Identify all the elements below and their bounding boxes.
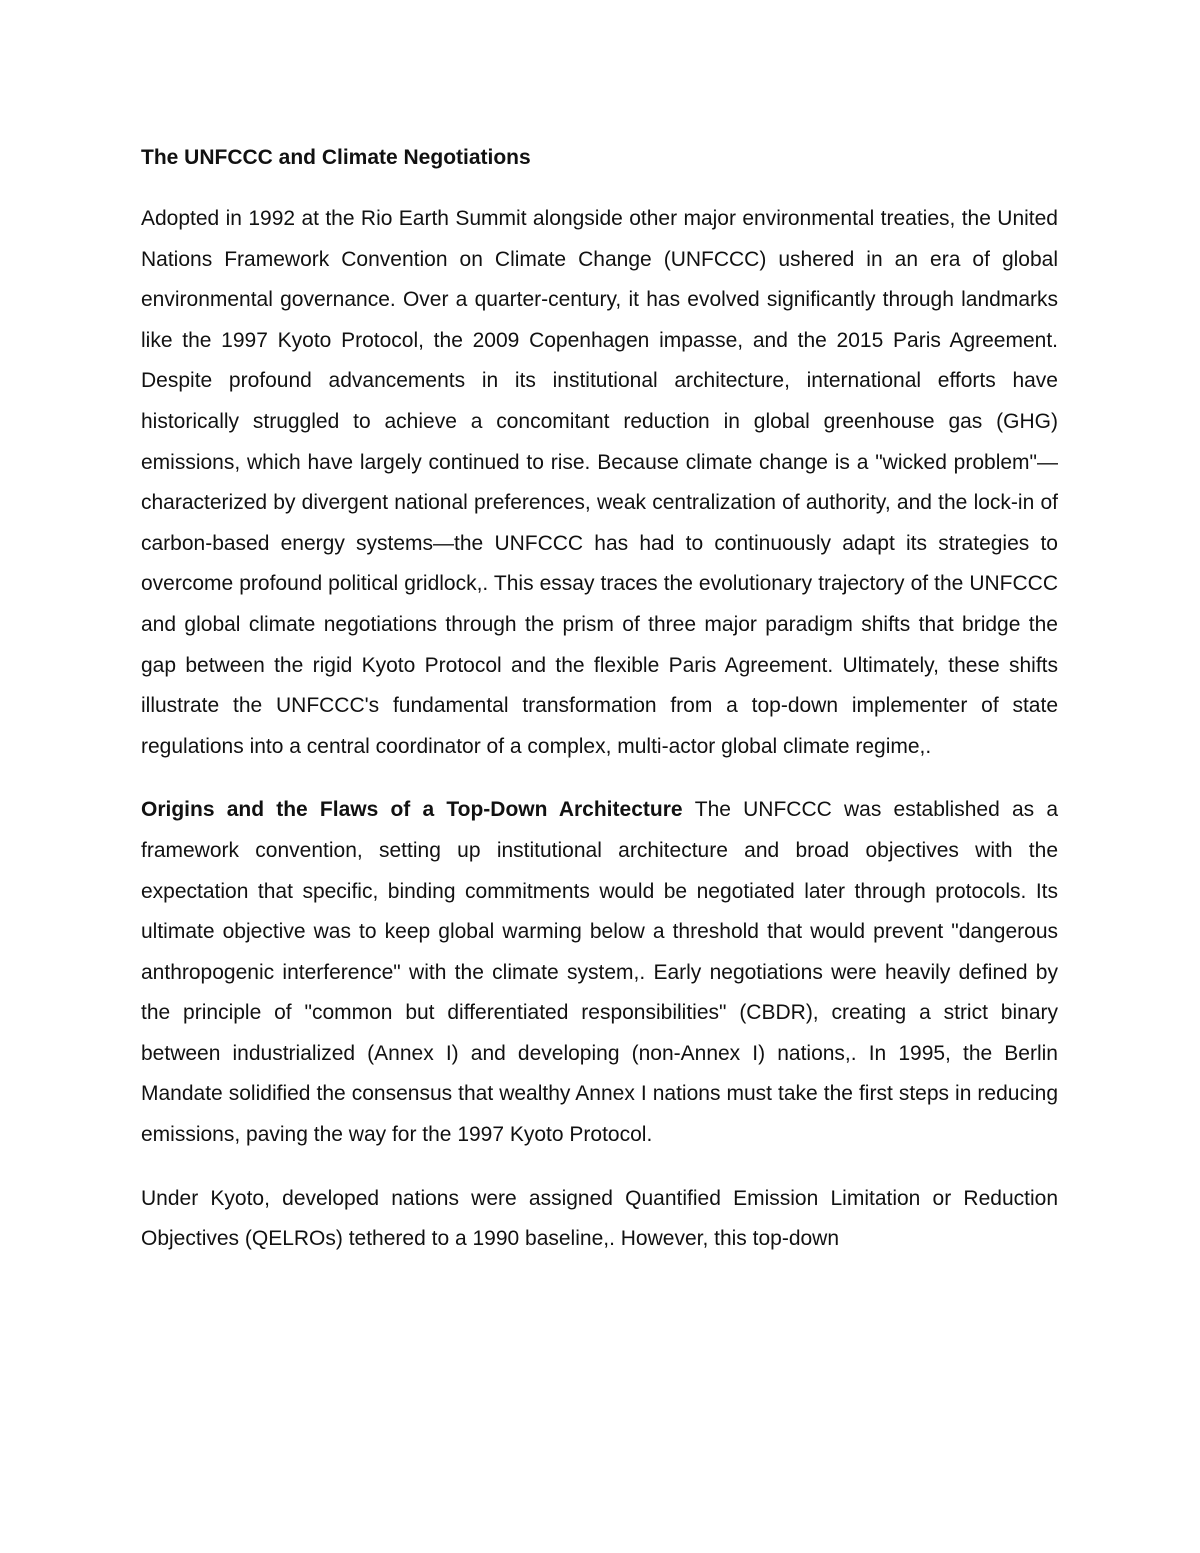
paragraph-text: Adopted in 1992 at the Rio Earth Summit alongside other major environmental treaties, the United Nations Framework Convention on Climate Change (UNFCCC) ushered in an era of global environmental governance. Over a quarter-century, it has evolved significantly through landmarks like the 1997 Kyoto Protocol, the 2009 Copenhagen impasse, and the 2015 Paris Agreement. Despite profound advancements in its institutional architecture, international efforts have historically struggled to achieve a concomitant reduction in global greenhouse gas (GHG) emissions, which have largely continued to rise. Because climate change is a "wicked problem"—characterized by divergent national preferences, weak centralization of authority, and the lock-in of carbon-based energy systems—the UNFCCC has had to continuously adapt its strategies to overcome profound political gridlock,. This essay traces the evolutionary trajectory of the UNFCCC and global climate negotiations through the prism of three major paradigm shifts that bridge the gap between the rigid Kyoto Protocol and the flexible Paris Agreement. Ultimately, these shifts illustrate the UNFCCC's fundamental transformation from a top-down implementer of state regulations into a central coordinator of a complex, multi-actor global climate regime,. bbox=[141, 207, 1058, 758]
document-title: The UNFCCC and Climate Negotiations bbox=[141, 146, 531, 169]
document-body bbox=[141, 138, 1058, 1283]
paragraph-kyoto bbox=[141, 1179, 1058, 1260]
paragraph-text: The UNFCCC was established as a framework convention, setting up institutional architecture and broad objectives with the expectation that specific, binding commitments would be negotiated later through protocols. Its ultimate objective was to keep global warming below a threshold that would prevent "dangerous anthropogenic interference" with the climate system,. Early negotiations were heavily defined by the principle of "common but differentiated responsibilities" (CBDR), creating a strict binary between industrialized (Annex I) and developing (non-Annex I) nations,. In 1995, the Berlin Mandate solidified the consensus that wealthy Annex I nations must take the first steps in reducing emissions, paving the way for the 1997 Kyoto Protocol. bbox=[141, 798, 1058, 1147]
section-heading-origins: Origins and the Flaws of a Top-Down Architecture bbox=[141, 798, 695, 822]
paragraph-origins bbox=[141, 790, 1058, 1155]
paragraph-text: Under Kyoto, developed nations were assigned Quantified Emission Limitation or Reduction Objectives (QELROs) tethered to a 1990 baseline,. However, this top-down bbox=[141, 1186, 1058, 1251]
paragraph-introduction bbox=[141, 199, 1058, 767]
